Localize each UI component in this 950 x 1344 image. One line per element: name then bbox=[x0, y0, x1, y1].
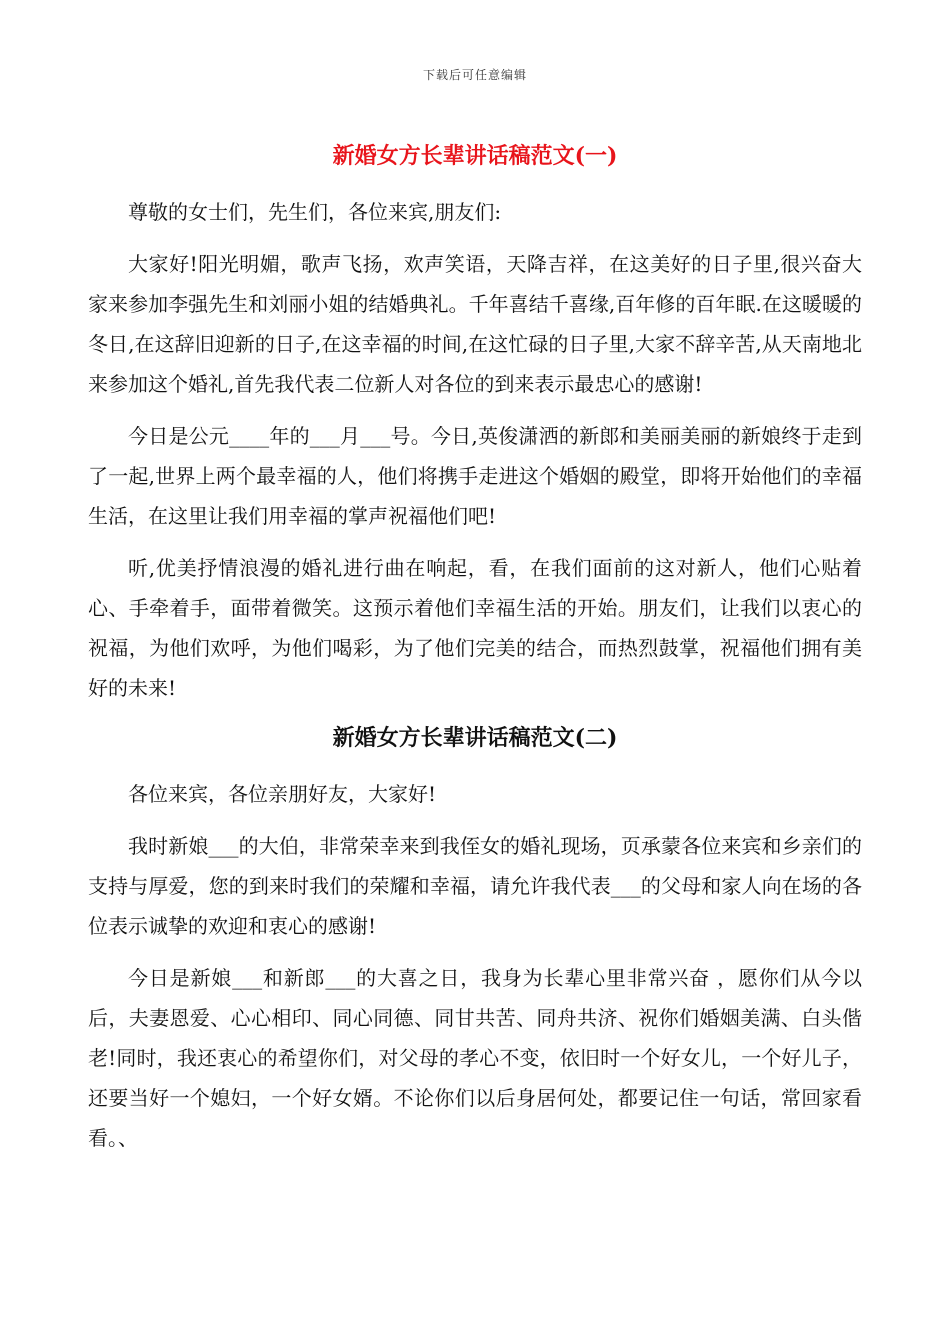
section-2-paragraph-2: 我时新娘___的大伯，非常荣幸来到我侄女的婚礼现场，页承蒙各位来宾和乡亲们的支持与厚爱，您的到来时我们的荣耀和幸福，请允许我代表___的父母和家人向在场的各位表示诚挚的欢迎和衷心的感谢! bbox=[88, 834, 862, 938]
section-1-title: 新婚女方长辈讲话稿范文(一) bbox=[332, 143, 618, 169]
section-1-paragraph-3: 今日是公元____年的___月___号。今日,英俊潇洒的新郎和美丽美丽的新娘终于走到了一起,世界上两个最幸福的人，他们将携手走进这个婚姻的殿堂，即将开始他们的幸福生活，在这里让我们用幸福的掌声祝福他们吧! bbox=[88, 424, 862, 528]
section-1-paragraph-1: 尊敬的女士们，先生们，各位来宾,朋友们: bbox=[128, 200, 502, 224]
section-1-paragraph-4: 听,优美抒情浪漫的婚礼进行曲在响起，看，在我们面前的这对新人，他们心贴着心、手牵着手，面带着微笑。这预示着他们幸福生活的开始。朋友们，让我们以衷心的祝福，为他们欢呼，为他们喝彩，为了他们完美的结合，而热烈鼓掌，祝福他们拥有美好的未来! bbox=[88, 556, 862, 700]
document-body bbox=[88, 138, 862, 1170]
section-2-title: 新婚女方长辈讲话稿范文(二) bbox=[332, 725, 618, 751]
page-header: 下载后可任意编辑 bbox=[422, 68, 527, 82]
section-1-paragraph-2: 大家好!阳光明媚，歌声飞扬，欢声笑语，天降吉祥，在这美好的日子里,很兴奋大家来参加李强先生和刘丽小姐的结婚典礼。千年喜结千喜缘,百年修的百年眠.在这暖暖的冬日,在这辞旧迎新的日子,在这幸福的时间,在这忙碌的日子里,大家不辞辛苦,从天南地北来参加这个婚礼,首先我代表二位新人对各位的到来表示最忠心的感谢! bbox=[88, 252, 862, 396]
section-2-paragraph-1: 各位来宾，各位亲朋好友，大家好! bbox=[128, 782, 437, 806]
section-2-paragraph-3: 今日是新娘___和新郎___的大喜之日，我身为长辈心里非常兴奋 ，愿你们从今以后，夫妻恩爱、心心相印、同心同德、同甘共苦、同舟共济、祝你们婚姻美满、白头偕老!同时，我还衷心的希望你们，对父母的孝心不变，依旧时一个好女儿，一个好儿子，还要当好一个媳妇，一个好女婿。不论你们以后身居何处，都要记住一句话，常回家看看。、 bbox=[88, 966, 862, 1150]
